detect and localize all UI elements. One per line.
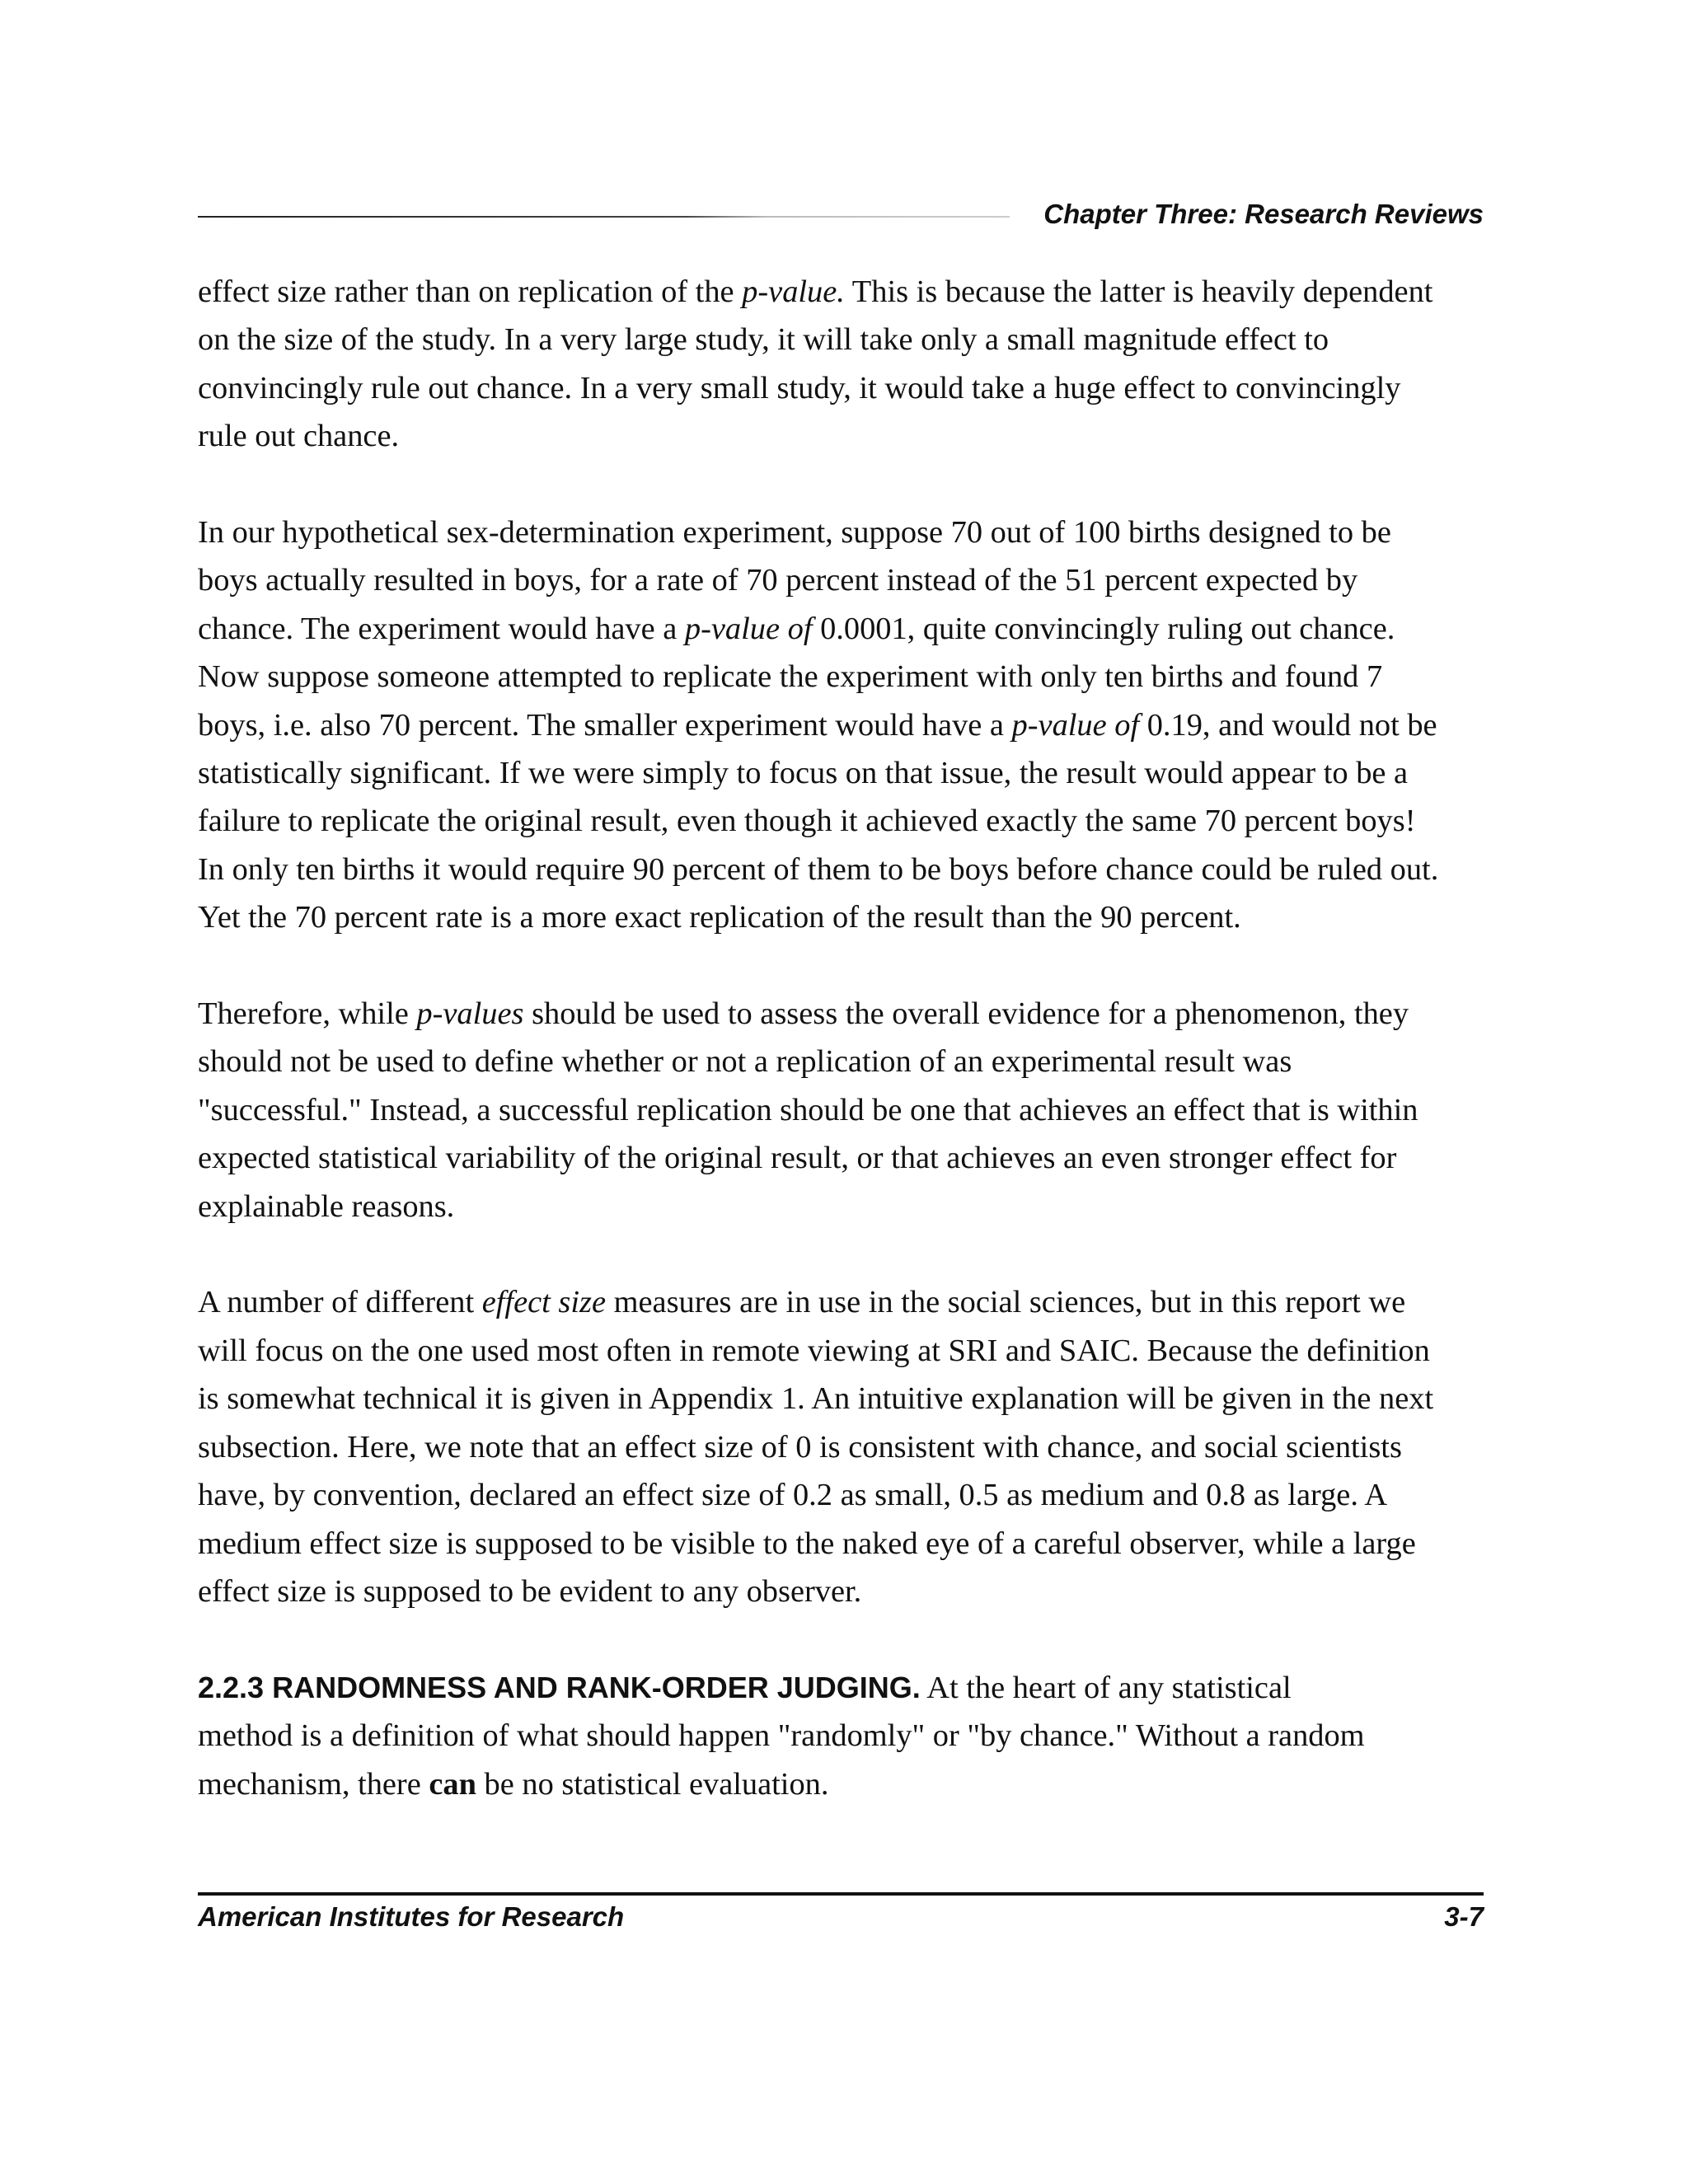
italic-term: effect size: [481, 1285, 607, 1320]
footer-rule: [198, 1892, 1484, 1896]
text-line: [198, 1760, 1484, 1808]
text-line: [198, 1038, 1484, 1085]
text-run: be no statistical evaluation.: [476, 1766, 829, 1802]
text-run: measures are in use in the social sciences, but in this report we: [606, 1285, 1406, 1320]
text-run: effect size rather than on replication of the: [198, 274, 743, 309]
text-line: [198, 1520, 1484, 1568]
text-run: failure to replicate the original result, even though it achieved exactly the same 70 percent boys!: [198, 804, 1416, 839]
text-line: [198, 797, 1484, 845]
text-run: At the heart of any statistical: [920, 1670, 1292, 1705]
text-run: on the size of the study. In a very large study, it will take only a small magnitude effect to: [198, 322, 1329, 358]
text-line: [198, 412, 1484, 460]
text-line: [198, 990, 1484, 1038]
text-line: [198, 653, 1484, 701]
bold-word: can: [429, 1766, 476, 1802]
italic-term: p-value of: [1011, 707, 1140, 743]
text-run: boys, i.e. also 70 percent. The smaller experiment would have a: [198, 707, 1012, 743]
text-run: subsection. Here, we note that an effect size of 0 is consistent with chance, and social scientists: [198, 1429, 1402, 1465]
text-run: Now suppose someone attempted to replicate the experiment with only ten births and found 7: [198, 659, 1383, 695]
text-run: have, by convention, declared an effect size of 0.2 as small, 0.5 as medium and 0.8 as large. A: [198, 1478, 1388, 1513]
text-line: [198, 1134, 1484, 1182]
text-run: boys actually resulted in boys, for a rate of 70 percent instead of the 51 percent expected by: [198, 563, 1358, 598]
text-run: chance. The experiment would have a: [198, 611, 685, 646]
text-run: will focus on the one used most often in remote viewing at SRI and SAIC. Because the definition: [198, 1333, 1430, 1368]
text-run: In only ten births it would require 90 percent of them to be boys before chance could be ruled out.: [198, 851, 1439, 887]
paragraph: [198, 268, 1484, 461]
text-line: [198, 364, 1484, 412]
text-run: Yet the 70 percent rate is a more exact replication of the result than the 90 percent.: [198, 900, 1241, 935]
text-run: A number of different: [198, 1285, 482, 1320]
section-heading: 2.2.3 RANDOMNESS AND RANK-ORDER JUDGING.: [198, 1670, 921, 1704]
text-line: [198, 846, 1484, 893]
text-line: [198, 556, 1484, 604]
text-run: In our hypothetical sex-determination experiment, suppose 70 out of 100 births designed to be: [198, 515, 1391, 551]
italic-term: p-value.: [742, 274, 845, 309]
text-run: statistically significant. If we were simply to focus on that issue, the result would appear to be a: [198, 756, 1409, 791]
text-run: rule out chance.: [198, 419, 400, 454]
text-run: expected statistical variability of the original result, or that achieves an even stronger effect for: [198, 1141, 1397, 1176]
text-line: [198, 1375, 1484, 1422]
text-line: [198, 316, 1484, 363]
text-run: "successful." Instead, a successful replication should be one that achieves an effect that is within: [198, 1092, 1418, 1127]
text-run: medium effect size is supposed to be visible to the naked eye of a careful observer, while a large: [198, 1526, 1416, 1561]
text-line: [198, 1712, 1484, 1760]
text-line: [198, 509, 1484, 556]
body-text: [198, 268, 1484, 1856]
text-run: Therefore, while: [198, 996, 417, 1032]
text-run: explainable reasons.: [198, 1188, 455, 1224]
paragraph: [198, 509, 1484, 942]
text-run: convincingly rule out chance. In a very small study, it would take a huge effect to convincingly: [198, 370, 1401, 405]
text-run: method is a definition of what should happen "randomly" or "by chance." Without a random: [198, 1718, 1365, 1754]
paragraph: [198, 1664, 1484, 1808]
text-run: 0.19, and would not be: [1139, 707, 1437, 743]
text-run: effect size is supposed to be evident to any observer.: [198, 1573, 862, 1609]
text-line: [198, 1568, 1484, 1615]
text-line: [198, 1183, 1484, 1230]
text-line: [198, 1278, 1484, 1326]
italic-term: p-value of: [684, 611, 813, 646]
text-line: [198, 893, 1484, 941]
italic-term: p-values: [416, 996, 524, 1032]
text-run: is somewhat technical it is given in Appendix 1. An intuitive explanation will be given in the next: [198, 1381, 1434, 1417]
header-rule: [198, 216, 1010, 218]
text-run: should not be used to define whether or not a replication of an experimental result was: [198, 1044, 1292, 1080]
text-run: 0.0001, quite convincingly ruling out chance.: [812, 611, 1395, 646]
text-line: [198, 268, 1484, 316]
page-number: 3-7: [1444, 1901, 1484, 1932]
text-line: [198, 749, 1484, 797]
footer-organization: American Institutes for Research: [198, 1901, 625, 1932]
paragraph: [198, 1278, 1484, 1615]
text-line: [198, 605, 1484, 653]
text-run: This is because the latter is heavily dependent: [844, 274, 1433, 309]
text-line: [198, 1327, 1484, 1375]
text-line: [198, 701, 1484, 749]
text-line: [198, 1423, 1484, 1471]
text-line: [198, 1664, 1484, 1712]
paragraph: [198, 990, 1484, 1230]
text-run: mechanism, there: [198, 1766, 429, 1802]
text-line: [198, 1086, 1484, 1134]
running-header: Chapter Three: Research Reviews: [1043, 199, 1484, 229]
text-line: [198, 1471, 1484, 1519]
text-run: should be used to assess the overall evidence for a phenomenon, they: [523, 996, 1409, 1032]
